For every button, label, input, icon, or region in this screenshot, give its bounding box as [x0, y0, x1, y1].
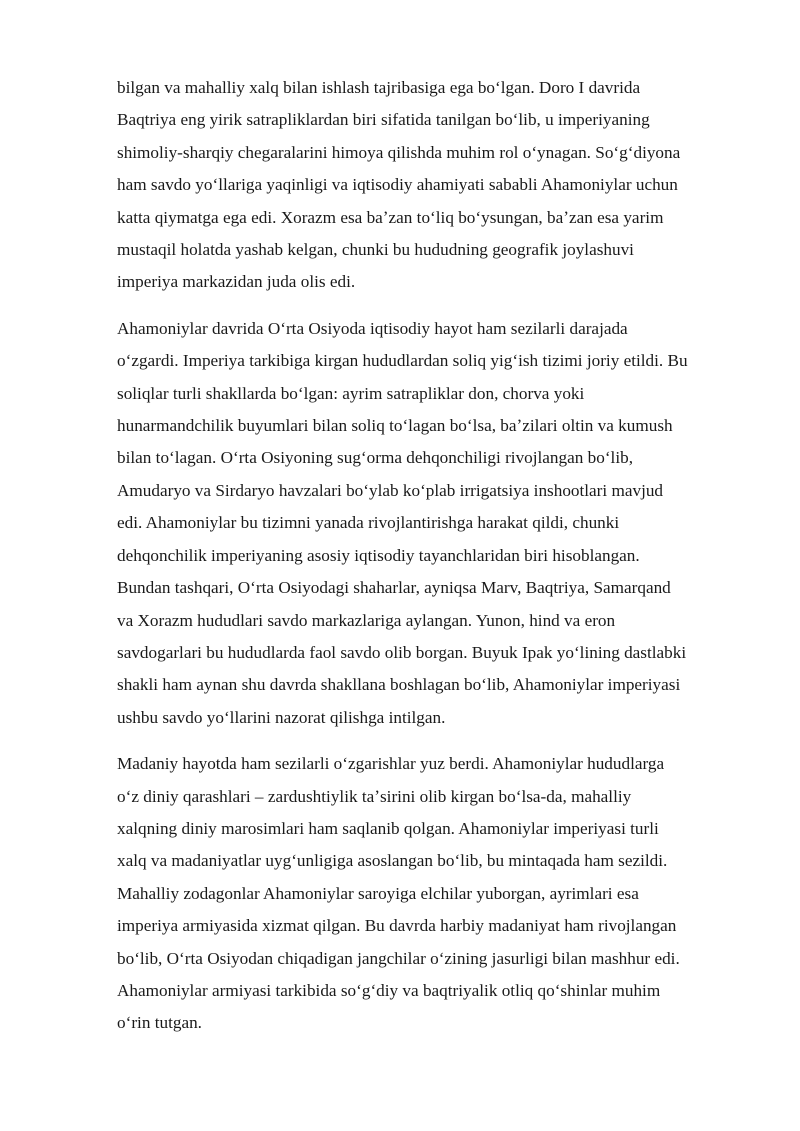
document-body [117, 72, 743, 1054]
paragraph-1: bilgan va mahalliy xalq bilan ishlash tajribasiga ega boʻlgan. Doro I davrida Baqtriya eng yirik satrapliklardan biri sifatida tanilgan boʻlib, u imperiyaning shimoliy-sharqiy chegaralarini himoya qilishda muhim rol oʻynagan. Soʻgʻdiyona ham savdo yoʻllariga yaqinligi va iqtisodiy ahamiyati sababli Ahamoniylar uchun katta qiymatga ega edi. Xorazm esa baʼzan toʻliq boʻysungan, baʼzan esa yarim mustaqil holatda yashab kelgan, chunki bu hududning geografik joylashuvi imperiya markazidan juda olis edi. [117, 78, 681, 292]
paragraph-2: Ahamoniylar davrida Oʻrta Osiyoda iqtisodiy hayot ham sezilarli darajada oʻzgardi. Imperiya tarkibiga kirgan hududlardan soliq yigʻish tizimi joriy etildi. Bu soliqlar turli shakllarda boʻlgan: ayrim satrapliklar don, chorva yoki hunarmandchilik buyumlari bilan soliq toʻlagan boʻlsa, baʼzilari oltin va kumush bilan toʻlagan. Oʻrta Osiyoning sugʻorma dehqonchiligi rivojlangan boʻlib, Amudaryo va Sirdaryo havzalari boʻylab koʻplab irrigatsiya inshootlari mavjud edi. Ahamoniylar bu tizimni yanada rivojlantirishga harakat qildi, chunki dehqonchilik imperiyaning asosiy iqtisodiy tayanchlaridan biri hisoblangan. Bundan tashqari, Oʻrta Osiyodagi shaharlar, ayniqsa Marv, Baqtriya, Samarqand va Xorazm hududlari savdo markazlariga aylangan. Yunon, hind va eron savdogarlari bu hududlarda faol savdo olib borgan. Buyuk Ipak yoʻlining dastlabki shakli ham aynan shu davrda shakllana boshlagan boʻlib, Ahamoniylar imperiyasi ushbu savdo yoʻllarini nazorat qilishga intilgan. [117, 318, 688, 727]
paragraph-3: Madaniy hayotda ham sezilarli oʻzgarishlar yuz berdi. Ahamoniylar hududlarga oʻz diniy qarashlari – zardushtiylik taʼsirini olib kirgan boʻlsa-da, mahalliy xalqning diniy marosimlari ham saqlanib qolgan. Ahamoniylar imperiyasi turli xalq va madaniyatlar uygʻunligiga asoslangan boʻlib, bu mintaqada ham sezildi. Mahalliy zodagonlar Ahamoniylar saroyiga elchilar yuborgan, ayrimlari esa imperiya armiyasida xizmat qilgan. Bu davrda harbiy madaniyat ham rivojlangan boʻlib, Oʻrta Osiyodan chiqadigan jangchilar oʻzining jasurligi bilan mashhur edi. Ahamoniylar armiyasi tarkibida soʻgʻdiy va baqtriyalik otliq qoʻshinlar muhim oʻrin tutgan. [117, 754, 680, 1033]
